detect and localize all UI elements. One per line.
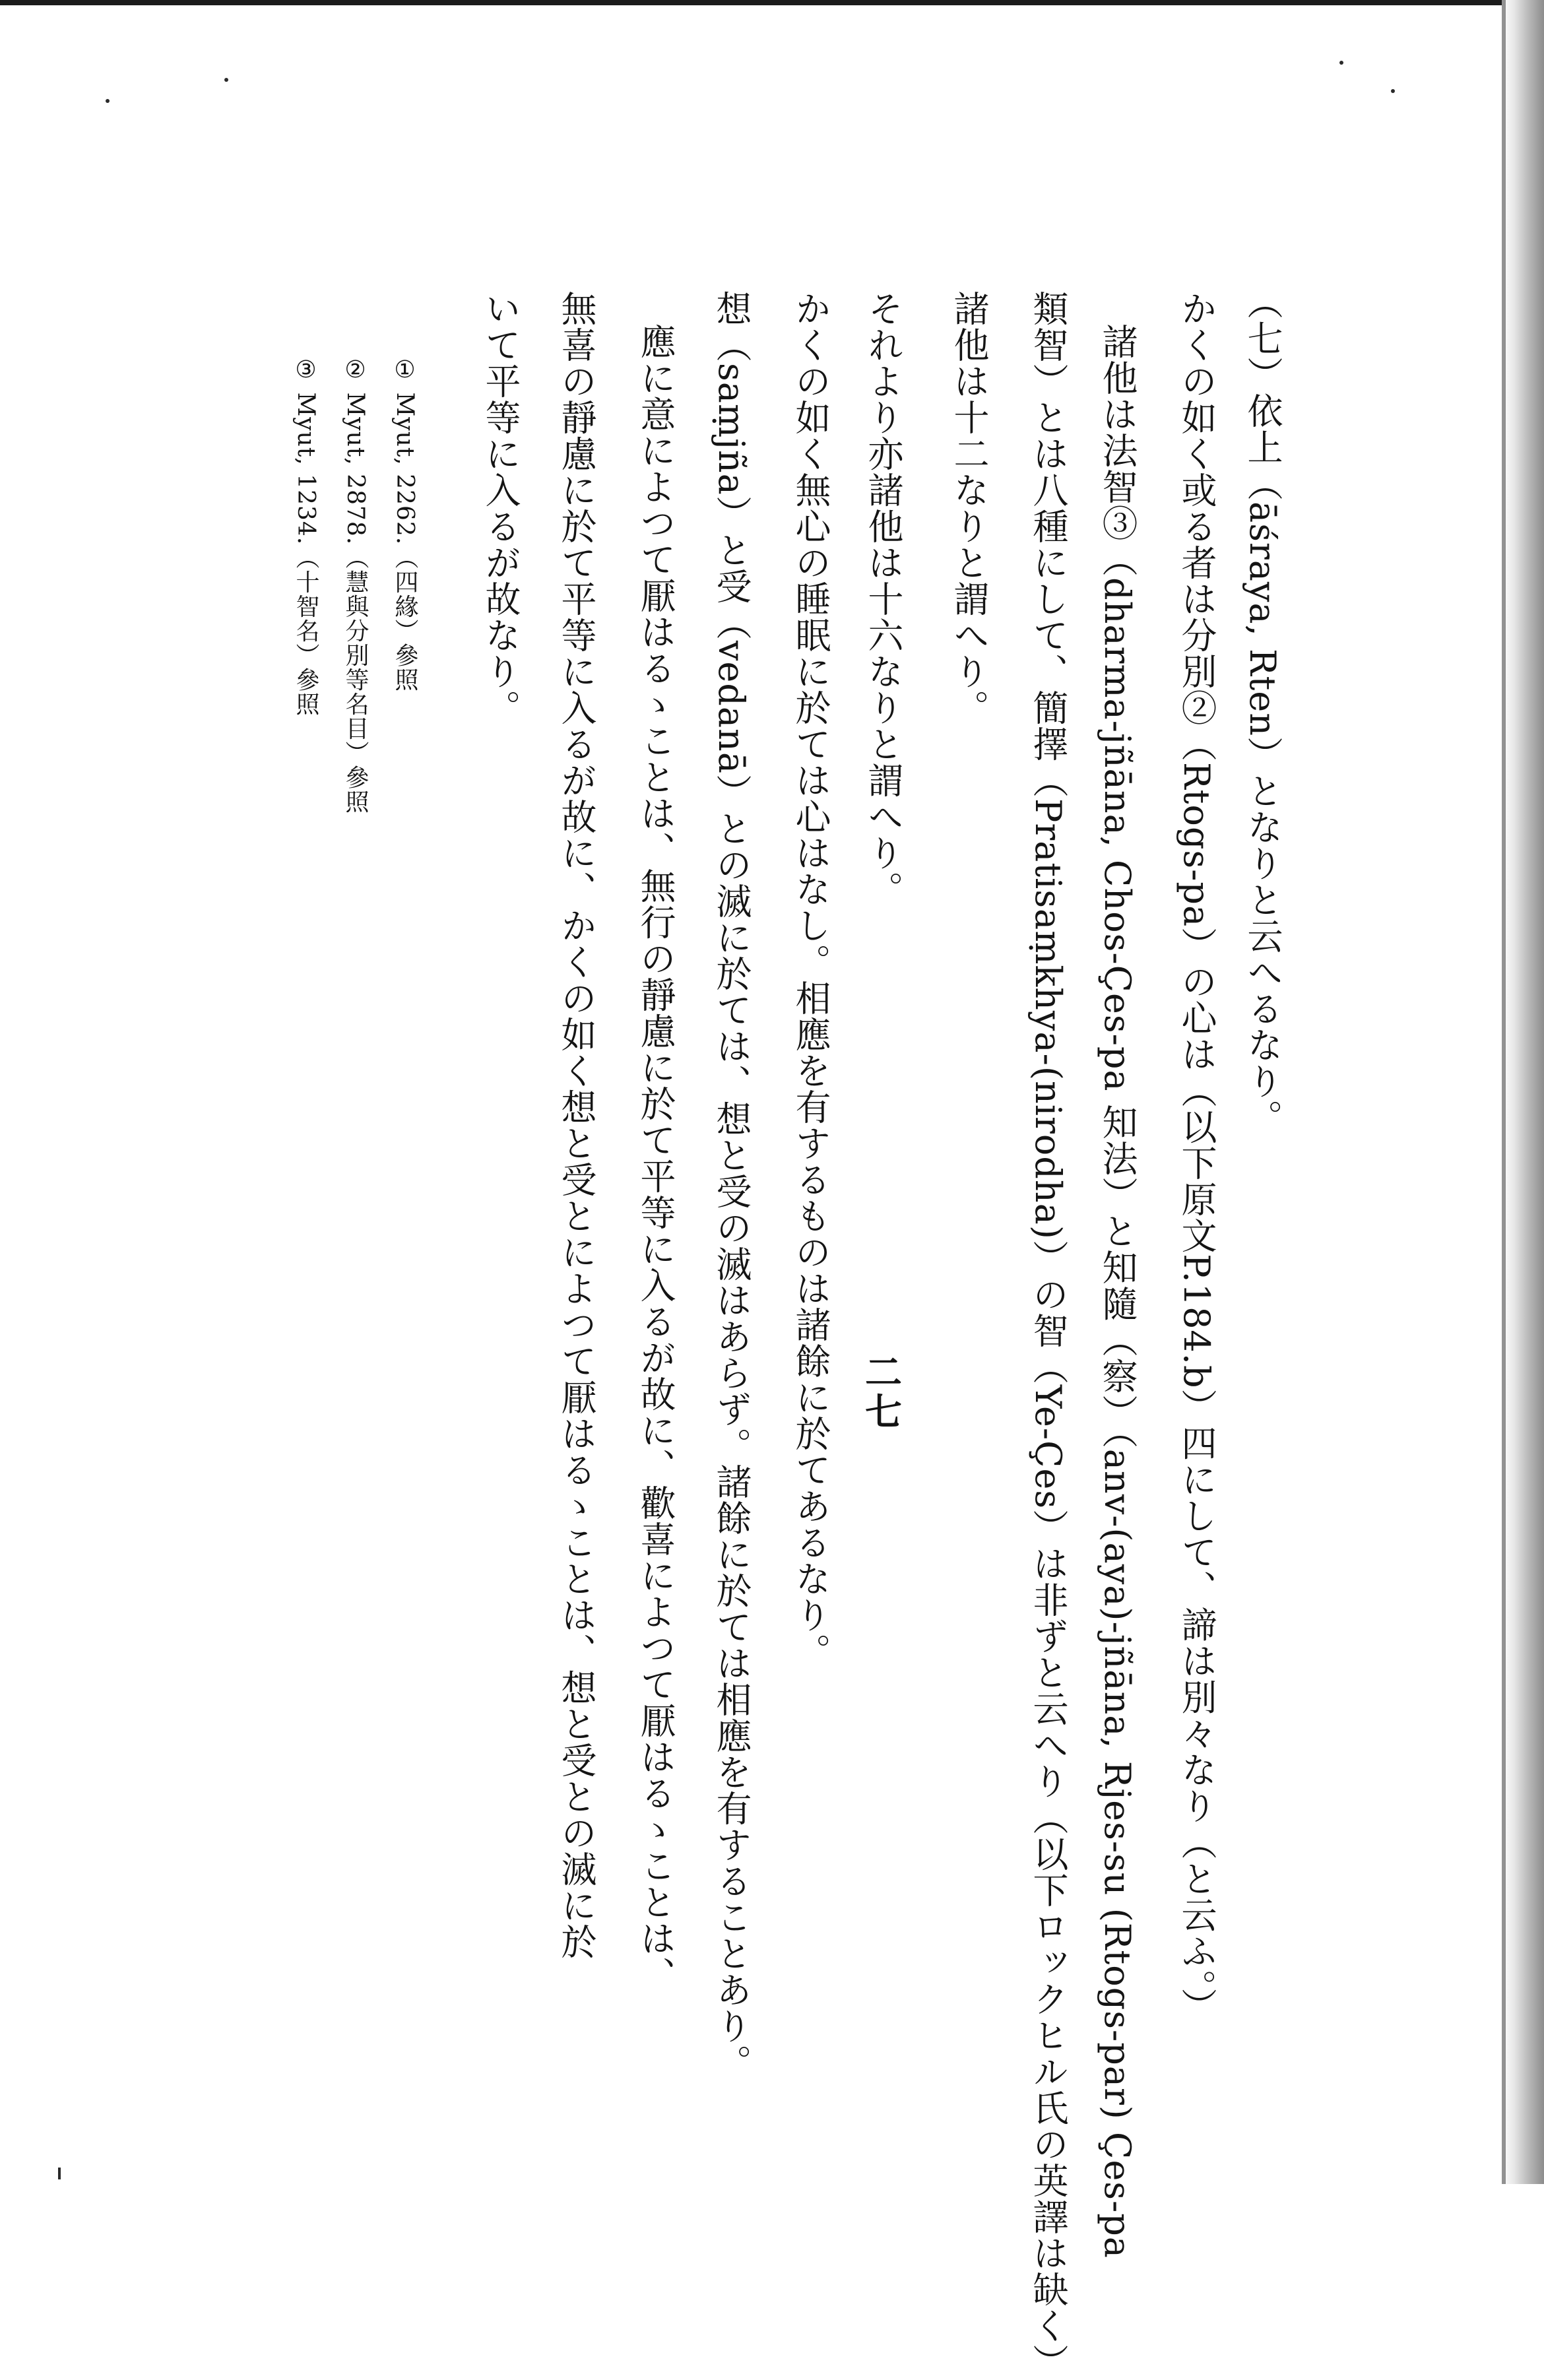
text-column-2: かくの如く或る者は分別②（Rtogs-pa）の心は（以下原文P.184.b）四にして、諦は別々なり（と云ふ。） — [1176, 290, 1217, 2024]
scan-speck — [1339, 61, 1343, 65]
footnote-3: ③ Myut, 1234.（十智名）參照 — [292, 356, 319, 717]
footnote-2: ② Myut, 2878.（慧與分別等名目）參照 — [342, 356, 369, 814]
scan-top-border — [0, 0, 1544, 5]
text-column-11: いて平等に入るが故なり。 — [480, 290, 521, 726]
text-column-8: 想（saṃjña）と受（vedanā）との滅に於ては、想と受の滅はあらず。諸餘に於ては相應を有することあり。 — [711, 290, 752, 2081]
text-column-3: 諸他は法智③（dharma-jñāna, Chos-Çes-pa 知法）と知隨（察）（anv-(aya)-jñāna, Rjes-su (Rtogs-par) Çes-pa — [1097, 323, 1138, 2259]
text-column-9: 應に意によつて厭はるゝことは、無行の靜慮に於て平等に入るが故に、歡喜によつて厭はるゝことは、 — [635, 323, 676, 1993]
text-column-5: 諸他は十二なりと謂へり。 — [948, 290, 990, 726]
text-column-4: 類智）とは八種にして、簡擇（Pratisaṃkhya-(nirodha)）の智（Ye-Çes）は非ずと云へり（以下ロックヒル氏の英譯は缺く） — [1027, 290, 1069, 2380]
scan-speck — [106, 99, 110, 103]
scan-speck — [58, 2168, 61, 2179]
scan-binding-line — [1502, 0, 1506, 2184]
text-column-6: それより亦諸他は十六なりと謂へり。 — [862, 290, 904, 907]
scan-right-edge-shadow — [1502, 0, 1544, 2184]
page-number: 二七 — [859, 1353, 903, 1432]
text-column-1: （七）依上（āśraya, Rten）となりと云へるなり。 — [1242, 284, 1283, 1136]
scan-speck — [224, 78, 228, 82]
text-column-7: かくの如く無心の睡眠に於ては心はなし。相應を有するものは諸餘に於てあるなり。 — [790, 290, 831, 1669]
text-column-10: 無喜の靜慮に於て平等に入るが故に、かくの如く想と受とによつて厭はるゝことは、想と受との滅に於 — [556, 290, 597, 1960]
scan-speck — [1391, 89, 1395, 93]
footnote-1: ① Myut, 2262.（四緣）參照 — [391, 356, 418, 692]
